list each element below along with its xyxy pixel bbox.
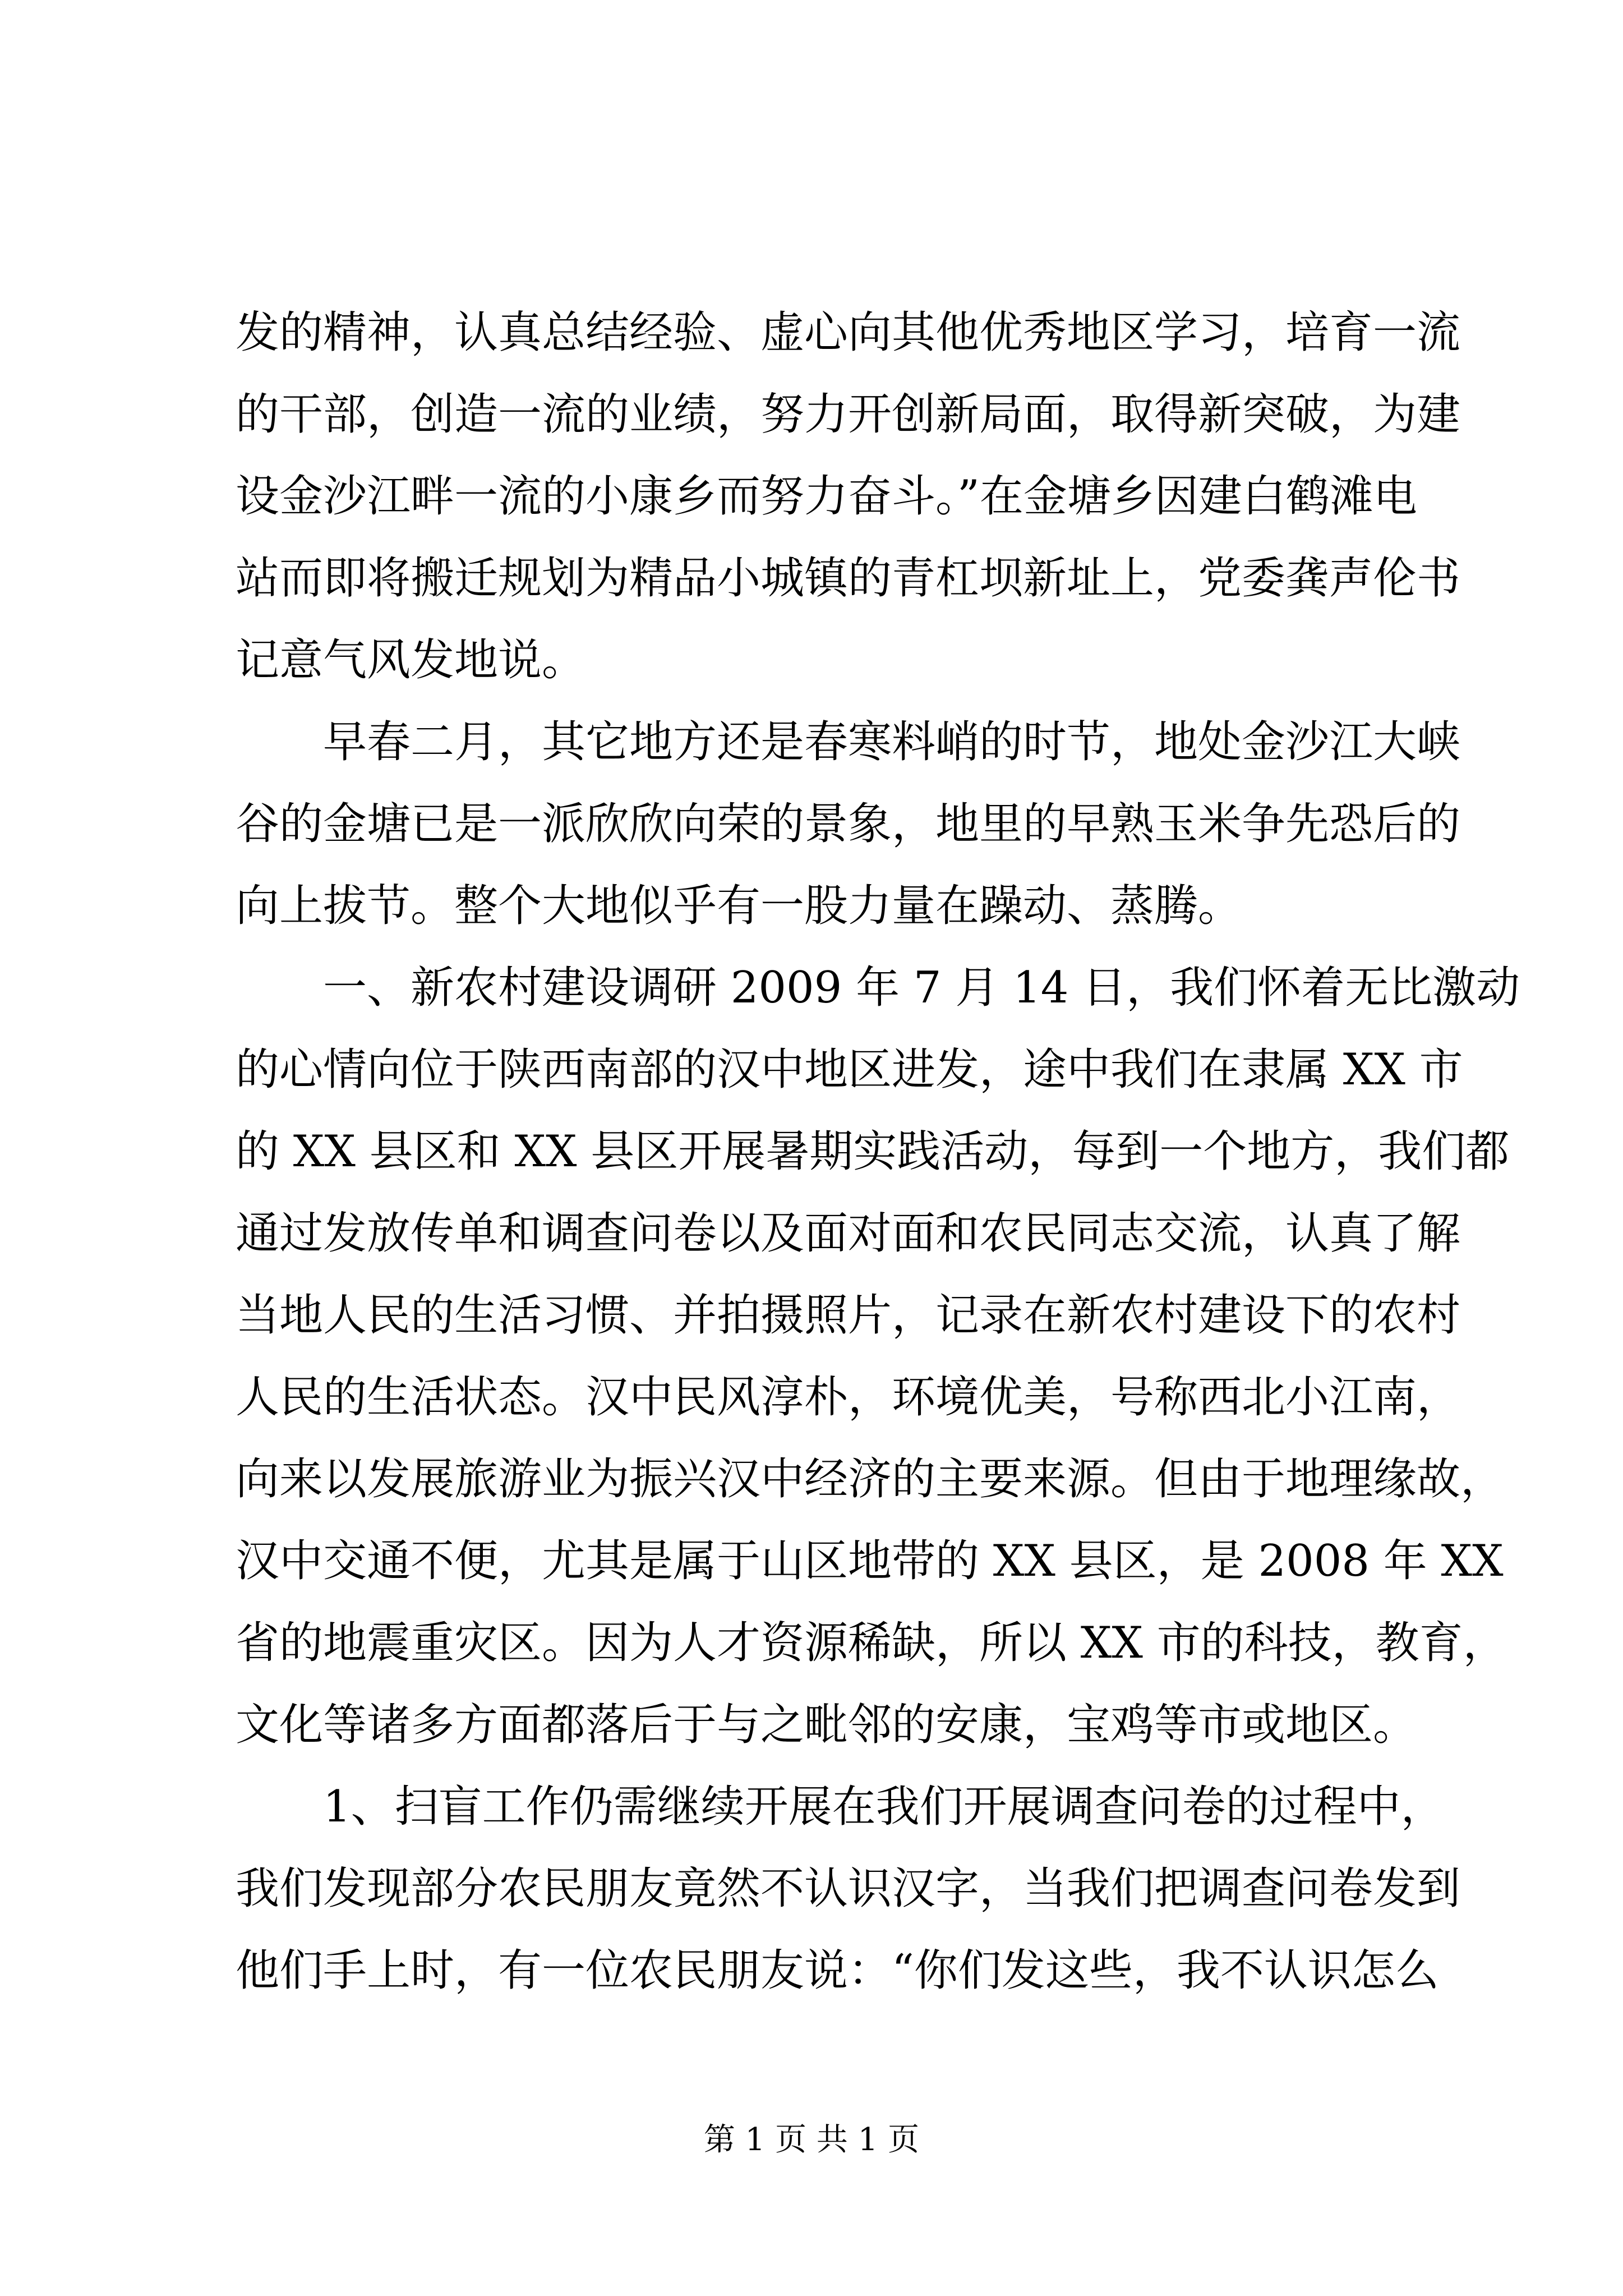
text-line: 人民的生活状态。汉中民风淳朴，环境优美，号称西北小江南， (236, 1372, 1461, 1423)
text-line: 设金沙江畔一流的小康乡而努力奋斗。”在金塘乡因建白鹤滩电 (236, 471, 1417, 522)
text-line: 一、新农村建设调研 2009 年 7 月 14 日，我们怀着无比激动 (323, 963, 1520, 1013)
text-line: 汉中交通不便，尤其是属于山区地带的 XX 县区，是 2008 年 XX (236, 1536, 1504, 1586)
document-body (236, 292, 1520, 2012)
text-line: 谷的金塘已是一派欣欣向荣的景象，地里的早熟玉米争先恐后的 (236, 799, 1461, 849)
text-line: 的 XX 县区和 XX 县区开展暑期实践活动，每到一个地方，我们都 (236, 1126, 1510, 1177)
text-line: 我们发现部分农民朋友竟然不认识汉字，当我们把调查问卷发到 (236, 1864, 1461, 1914)
text-line: 向来以发展旅游业为振兴汉中经济的主要来源。但由于地理缘故， (236, 1454, 1505, 1504)
text-line: 的干部，创造一流的业绩，努力开创新局面，取得新突破，为建 (236, 389, 1461, 440)
text-line: 的心情向位于陕西南部的汉中地区进发，途中我们在隶属 XX 市 (236, 1045, 1463, 1095)
text-line: 记意气风发地说。 (236, 635, 586, 685)
text-line: 省的地震重灾区。因为人才资源稀缺，所以 XX 市的科技，教育， (236, 1618, 1507, 1668)
text-line: 向上拔节。整个大地似乎有一股力量在躁动、蒸腾。 (236, 881, 1242, 931)
text-line: 发的精神，认真总结经验、虚心向其他优秀地区学习，培育一流 (236, 307, 1461, 358)
text-line: 他们手上时，有一位农民朋友说：“你们发这些，我不认识怎么 (236, 1945, 1439, 1996)
text-line: 站而即将搬迁规划为精品小城镇的青杠坝新址上，党委龚声伦书 (236, 553, 1461, 604)
text-line: 文化等诸多方面都落后于与之毗邻的安康，宝鸡等市或地区。 (236, 1700, 1417, 1750)
text-line: 通过发放传单和调查问卷以及面对面和农民同志交流，认真了解 (236, 1208, 1461, 1259)
text-line: 当地人民的生活习惯、并拍摄照片，记录在新农村建设下的农村 (236, 1290, 1461, 1341)
page-footer: 第 1 页 共 1 页 (703, 2122, 920, 2158)
text-line: 早春二月，其它地方还是春寒料峭的时节，地处金沙江大峡 (323, 717, 1461, 767)
text-line: 1、扫盲工作仍需继续开展在我们开展调查问卷的过程中， (323, 1782, 1445, 1832)
